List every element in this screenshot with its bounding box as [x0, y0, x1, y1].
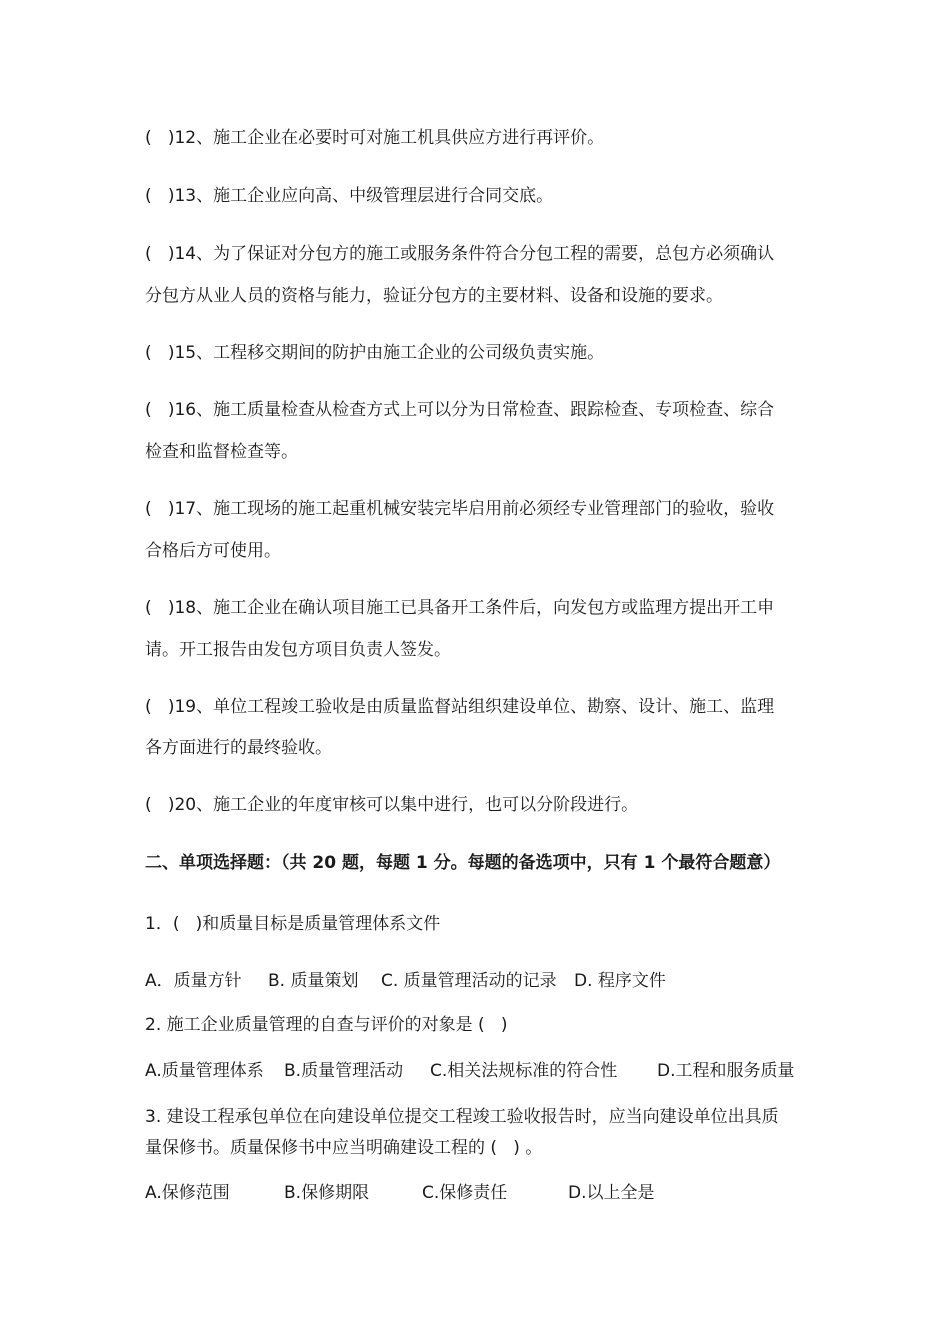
question-2-option-d: D.工程和服务质量: [657, 1061, 795, 1081]
tf-item-20: ( )20、施工企业的年度审核可以集中进行，也可以分阶段进行。: [145, 795, 639, 815]
question-2-option-a: A.质量管理体系: [145, 1061, 264, 1081]
question-1-option-a: A．质量方针: [145, 971, 242, 991]
question-3-option-a: A.保修范围: [145, 1183, 230, 1203]
section-heading: 二、单项选择题：（共 20 题，每题 1 分。每题的备选项中，只有 1 个最符合题意）: [145, 853, 781, 873]
question-3-stem-line2: 量保修书。质量保修书中应当明确建设工程的 ( ) 。: [145, 1138, 543, 1158]
question-1-option-b: B. 质量策划: [268, 971, 359, 991]
tf-item-13: ( )13、施工企业应向高、中级管理层进行合同交底。: [145, 186, 554, 206]
tf-item-17-line2: 合格后方可使用。: [145, 541, 281, 561]
tf-item-18-line1: ( )18、施工企业在确认项目施工已具备开工条件后，向发包方或监理方提出开工申: [145, 598, 775, 618]
question-3-option-d: D.以上全是: [568, 1183, 655, 1203]
question-2-stem: 2. 施工企业质量管理的自查与评价的对象是 ( ): [145, 1015, 508, 1035]
tf-item-16-line2: 检查和监督检查等。: [145, 442, 298, 462]
question-1-option-d: D. 程序文件: [574, 971, 666, 991]
question-3-option-c: C.保修责任: [422, 1183, 508, 1203]
question-1-option-c: C. 质量管理活动的记录: [381, 971, 557, 991]
tf-item-16-line1: ( )16、施工质量检查从检查方式上可以分为日常检查、跟踪检查、专项检查、综合: [145, 400, 775, 420]
tf-item-14-line1: ( )14、为了保证对分包方的施工或服务条件符合分包工程的需要，总包方必须确认: [145, 244, 775, 264]
question-3-stem-line1: 3. 建设工程承包单位在向建设单位提交工程竣工验收报告时，应当向建设单位出具质: [145, 1107, 779, 1127]
question-1-stem: 1．( )和质量目标是质量管理体系文件: [145, 914, 441, 934]
tf-item-19-line1: ( )19、单位工程竣工验收是由质量监督站组织建设单位、勘察、设计、施工、监理: [145, 697, 775, 717]
tf-item-15: ( )15、工程移交期间的防护由施工企业的公司级负责实施。: [145, 343, 605, 363]
tf-item-17-line1: ( )17、施工现场的施工起重机械安装完毕启用前必须经专业管理部门的验收，验收: [145, 499, 775, 519]
tf-item-18-line2: 请。开工报告由发包方项目负责人签发。: [145, 640, 451, 660]
question-3-option-b: B.保修期限: [284, 1183, 370, 1203]
tf-item-14-line2: 分包方从业人员的资格与能力，验证分包方的主要材料、设备和设施的要求。: [145, 286, 723, 306]
question-2-option-b: B.质量管理活动: [284, 1061, 404, 1081]
tf-item-12: ( )12、施工企业在必要时可对施工机具供应方进行再评价。: [145, 128, 605, 148]
question-2-option-c: C.相关法规标准的符合性: [430, 1061, 618, 1081]
tf-item-19-line2: 各方面进行的最终验收。: [145, 738, 332, 758]
